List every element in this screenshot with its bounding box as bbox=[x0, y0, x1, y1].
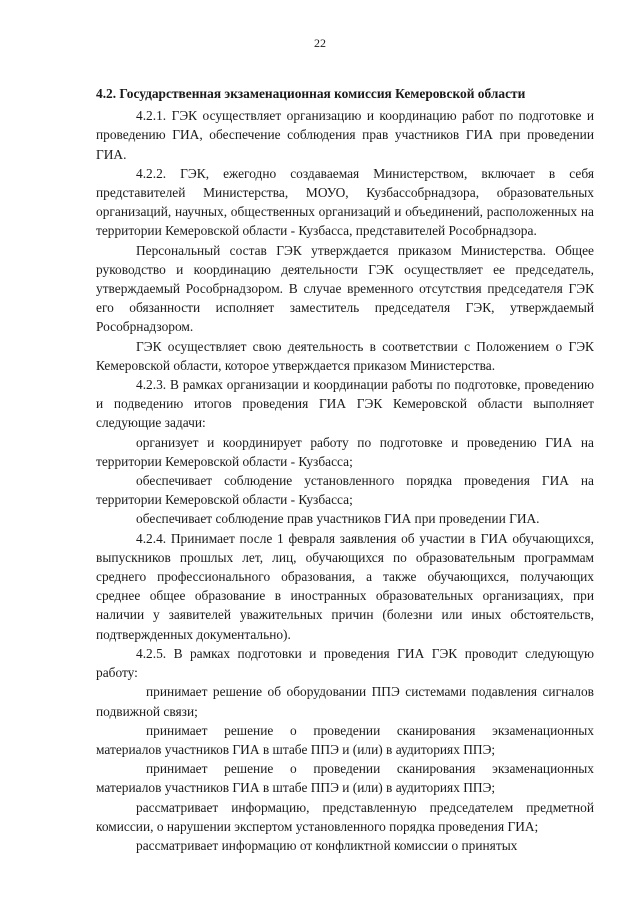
section-heading: 4.2. Государственная экзаменационная комиссия Кемеровской области bbox=[96, 86, 526, 101]
list-item-ensures-rights: обеспечивает соблюдение прав участников ГИА при проведении ГИА. bbox=[136, 511, 540, 527]
list-item-conflict-commission: рассматривает информацию от конфликтной комиссии о принятых bbox=[136, 837, 518, 853]
paragraph-4-2-5: 4.2.5. В рамках подготовки и проведения ГИА ГЭК проводит следующую работу: bbox=[96, 645, 594, 681]
paragraph-personal-composition: Персональный состав ГЭК утверждается приказом Министерства. Общее руководство и координацию деятельности ГЭК осуществляет ее председатель, утверждаемый Рособрнадзором. В случае временного отсутствия председателя ГЭК его обязанности исполняет заместитель председателя ГЭК, утверждаемый Рособрнадзором. bbox=[96, 242, 594, 335]
page-content bbox=[96, 84, 594, 855]
paragraph-4-2-2: 4.2.2. ГЭК, ежегодно создаваемая Министерством, включает в себя представителей Министерства, МОУО, Кузбассобрнадзора, образовательных организаций, научных, общественных организаций и объединений, расположенных на территории Кемеровской области - Кузбасса, представителей Рособрнадзора. bbox=[96, 165, 594, 239]
list-item-ensures-procedure: обеспечивает соблюдение установленного порядка проведения ГИА на территории Кемеровской области - Кузбасса; bbox=[96, 473, 594, 508]
list-item-scanning-1: принимает решение о проведении сканирования экзаменационных материалов участников ГИА в штабе ППЭ и (или) в аудиториях ППЭ; bbox=[96, 722, 594, 757]
paragraph-4-2-1: 4.2.1. ГЭК осуществляет организацию и координацию работ по подготовке и проведению ГИА, обеспечение соблюдения прав участников ГИА при проведении ГИА. bbox=[96, 108, 594, 162]
page-number: 22 bbox=[314, 36, 326, 50]
paragraph-4-2-4: 4.2.4. Принимает после 1 февраля заявления об участии в ГИА обучающихся, выпускников прошлых лет, лиц, обучающихся по образовательным программам среднего профессионального образования, а также обучающихся, получающих среднее общее образование в иностранных образовательных организациях, при наличии у заявителей уважительных причин (болезни или иных обстоятельств, подтвержденных документально). bbox=[96, 530, 594, 642]
list-item-scanning-2: принимает решение о проведении сканирования экзаменационных материалов участников ГИА в штабе ППЭ и (или) в аудиториях ППЭ; bbox=[96, 761, 594, 796]
paragraph-activity-basis: ГЭК осуществляет свою деятельность в соответствии с Положением о ГЭК Кемеровской области, которое утверждается приказом Министерства. bbox=[96, 338, 594, 373]
list-item-organizes: организует и координирует работу по подготовке и проведению ГИА на территории Кемеровской области - Кузбасса; bbox=[96, 434, 594, 469]
paragraph-4-2-3: 4.2.3. В рамках организации и координации работы по подготовке, проведению и подведению итогов проведения ГИА ГЭК Кемеровской области выполняет следующие задачи: bbox=[96, 377, 594, 431]
list-item-expert-violation: рассматривает информацию, представленную председателем предметной комиссии, о нарушении экспертом установленного порядка проведения ГИА; bbox=[96, 799, 594, 834]
list-item-signal-suppression: принимает решение об оборудовании ППЭ системами подавления сигналов подвижной связи; bbox=[96, 684, 594, 719]
